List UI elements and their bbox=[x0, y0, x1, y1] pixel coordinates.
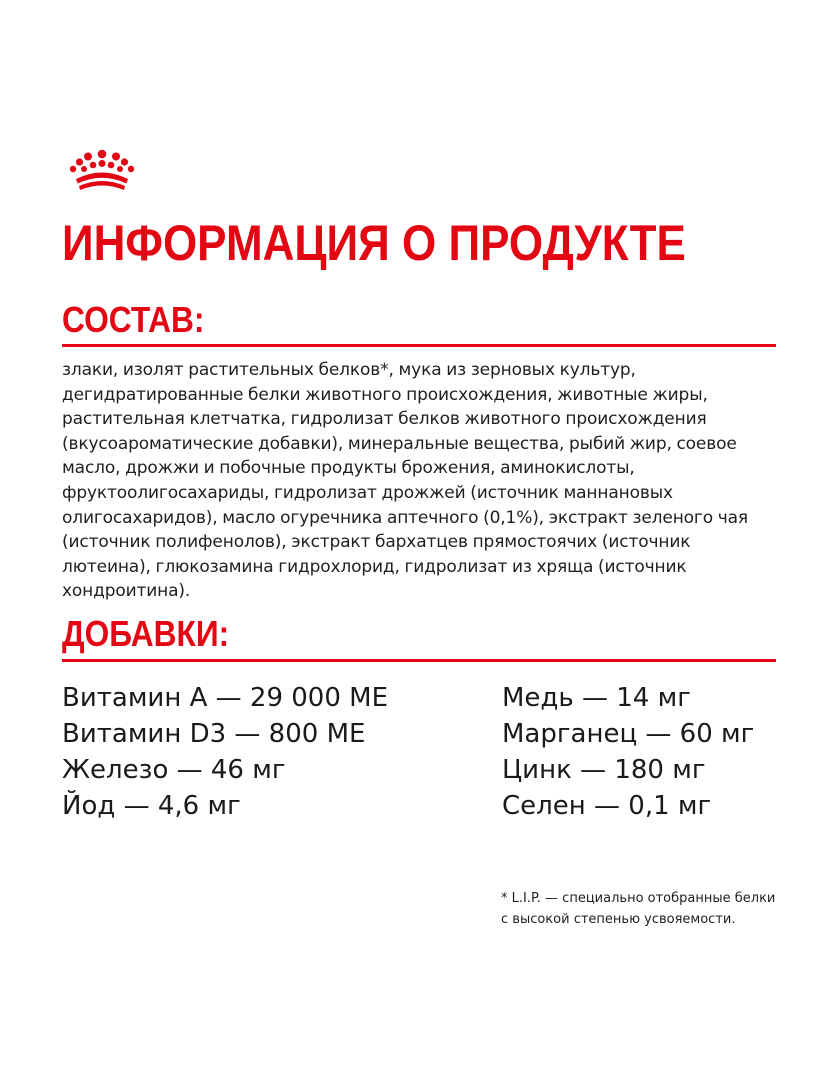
additive-item: Цинк — 180 мг bbox=[502, 755, 706, 785]
footnote bbox=[501, 888, 801, 930]
additive-item: Витамин D3 — 800 МЕ bbox=[62, 719, 366, 749]
additive-item: Йод — 4,6 мг bbox=[62, 791, 241, 821]
composition-text: злаки, изолят растительных белков*, мука из зерновых культур, дегидратированные белки животного происхождения, животные жиры, растительная клетчатка, гидролизат белков животного происхождения (вкусоароматические добавки), минеральные вещества, рыбий жир, соевое масло, дрожжи и побочные продукты брожения, аминокислоты, фруктоолигосахариды, гидролизат дрожжей (источник маннановых олигосахаридов), масло огуречника аптечного (0,1%), экстракт зеленого чая (источник полифенолов), экстракт бархатцев прямостоячих (источник лютеина), глюкозамина гидрохлорид, гидролизат из хряща (источник хондроитина). bbox=[62, 360, 748, 602]
page-title: ИНФОРМАЦИЯ О ПРОДУКТЕ bbox=[62, 215, 686, 271]
additives-heading: ДОБАВКИ: bbox=[62, 613, 230, 654]
footnote-line: * L.I.P. — специально отобранные белки bbox=[501, 891, 776, 906]
additives-list-right bbox=[502, 680, 754, 824]
footnote-line: с высокой степенью усвояемости. bbox=[501, 912, 736, 927]
additive-item: Железо — 46 мг bbox=[62, 755, 286, 785]
additive-item: Медь — 14 мг bbox=[502, 683, 691, 713]
additive-item: Витамин А — 29 000 МЕ bbox=[62, 683, 389, 713]
additive-item: Марганец — 60 мг bbox=[502, 719, 755, 749]
additive-item: Селен — 0,1 мг bbox=[502, 791, 712, 821]
additives-divider bbox=[62, 659, 776, 662]
additives-list-left bbox=[62, 680, 388, 824]
composition-heading: СОСТАВ: bbox=[62, 299, 205, 340]
crown-icon bbox=[66, 148, 138, 194]
composition-divider bbox=[62, 344, 776, 347]
